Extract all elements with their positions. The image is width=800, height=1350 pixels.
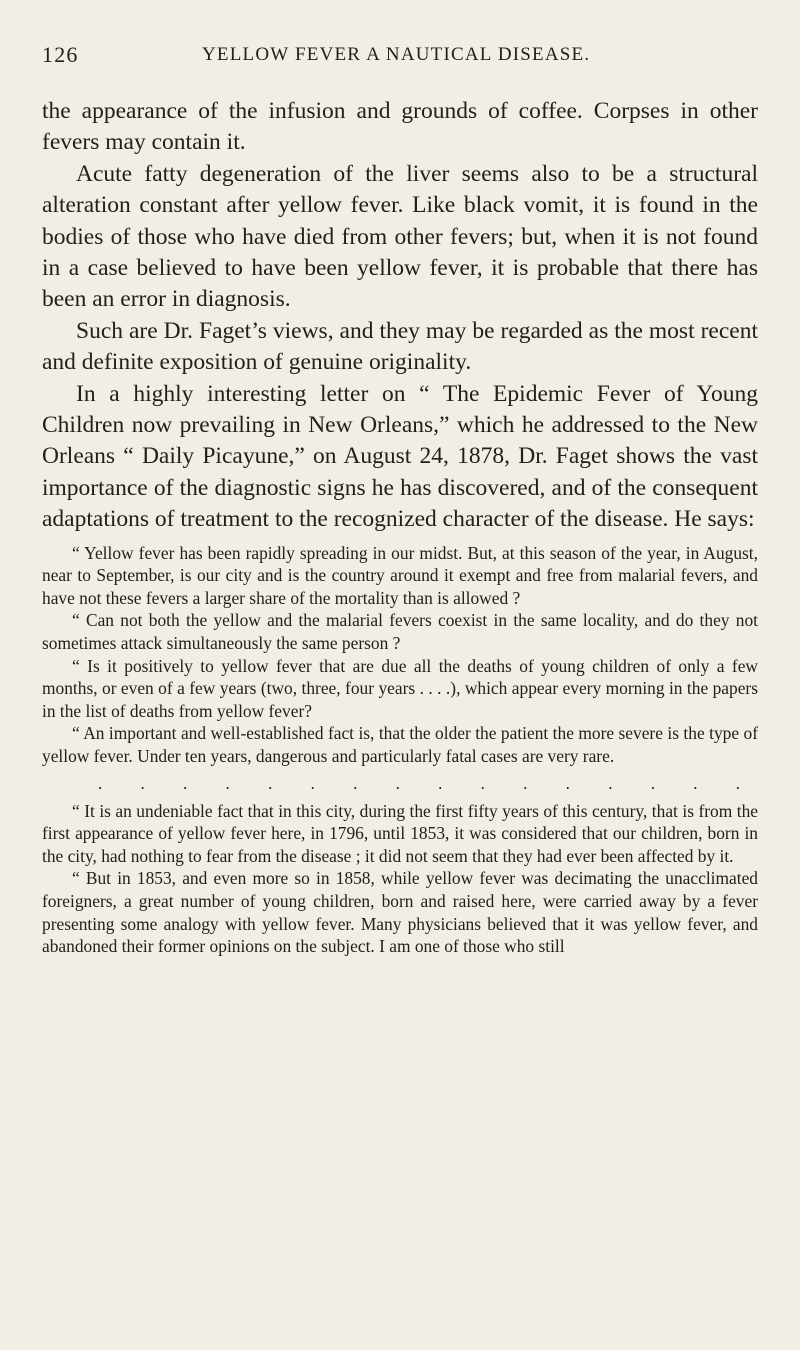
- quote-paragraph: “ Can not both the yellow and the malarial fevers coexist in the same locality, and do they not sometimes attack simultaneously the same person ?: [42, 610, 758, 654]
- ellipsis-dot: .: [735, 773, 740, 793]
- quoted-letter-part-2: [42, 800, 758, 958]
- ellipsis-dot: .: [438, 773, 443, 793]
- ellipsis-row: [42, 774, 758, 794]
- quote-paragraph: “ But in 1853, and even more so in 1858, while yellow fever was decimating the unacclimated foreigners, a great number of young children, born and raised here, were carried away by a fever presenting some analogy with yellow fever. Many physicians believed that it was yellow fever, and abandoned their former opinions on the subject. I am one of those who still: [42, 868, 758, 957]
- ellipsis-dot: .: [523, 773, 528, 793]
- ellipsis-dot: .: [608, 773, 613, 793]
- ellipsis-dot: .: [140, 773, 145, 793]
- body-paragraph: Such are Dr. Faget’s views, and they may be regarded as the most recent and definite exposition of genuine originality.: [42, 317, 758, 376]
- body-paragraph: the appearance of the infusion and grounds of coffee. Corpses in other fevers may contain it.: [42, 98, 758, 156]
- ellipsis-dot: .: [693, 773, 698, 793]
- ellipsis-dot: .: [353, 773, 358, 793]
- quote-paragraph: “ Is it positively to yellow fever that are due all the deaths of young children of only a few months, or even of a few years (two, three, four years . . . .), which appear every morning in the papers in the list of deaths from yellow fever?: [42, 655, 758, 721]
- body-text: [42, 96, 758, 536]
- ellipsis-dot: .: [268, 773, 273, 793]
- ellipsis-dot: .: [650, 773, 655, 793]
- quote-paragraph: “ An important and well-established fact is, that the older the patient the more severe is the type of yellow fever. Under ten years, dangerous and particularly fatal cases are very rare.: [42, 723, 758, 767]
- quoted-letter-part-1: [42, 542, 758, 768]
- body-paragraph: Acute fatty degeneration of the liver seems also to be a structural alteration constant after yellow fever. Like black vomit, it is found in the bodies of those who have died from other fevers; but, when it is not found in a case believed to have been yellow fever, it is probable that there has been an error in diagnosis.: [42, 160, 758, 313]
- ellipsis-dot: .: [480, 773, 485, 793]
- ellipsis-dot: .: [310, 773, 315, 793]
- quote-paragraph: “ It is an undeniable fact that in this city, during the first fifty years of this century, that is from the first appearance of yellow fever here, in 1796, until 1853, it was considered that our children, born in the city, had nothing to fear from the disease ; it did not seem that they had ever been affected by it.: [42, 800, 758, 866]
- ellipsis-dot: .: [395, 773, 400, 793]
- ellipsis-dot: .: [183, 773, 188, 793]
- quote-paragraph: “ Yellow fever has been rapidly spreading in our midst. But, at this season of the year, in August, near to September, is our city and is the country around it exempt and free from malarial fevers, and have not these fevers a larger share of the mortality than is allowed ?: [42, 542, 758, 608]
- running-title: YELLOW FEVER A NAUTICAL DISEASE.: [202, 44, 591, 65]
- ellipsis-dot: .: [225, 773, 230, 793]
- body-paragraph: In a highly interesting letter on “ The Epidemic Fever of Young Children now prevailing in New Orleans,” which he addressed to the New Orleans “ Daily Picayune,” on August 24, 1878, Dr. Faget shows the vast importance of the diagnostic signs he has discovered, and of the consequent adaptations of treatment to the recognized character of the disease. He says:: [42, 380, 758, 533]
- ellipsis-dot: .: [565, 773, 570, 793]
- running-head: [42, 36, 758, 76]
- page-number: 126: [42, 42, 79, 67]
- ellipsis-dot: .: [98, 773, 103, 793]
